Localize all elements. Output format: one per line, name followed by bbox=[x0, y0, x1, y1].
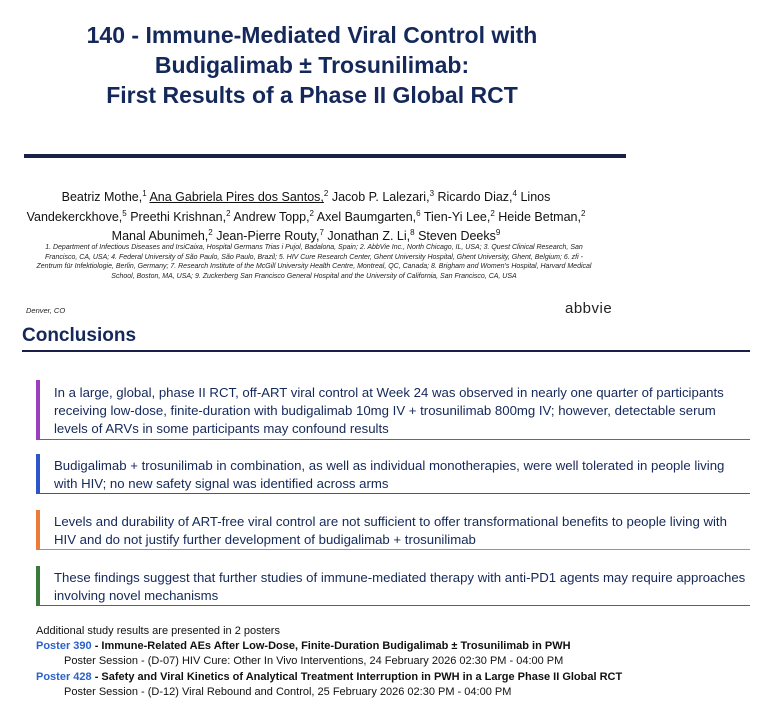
author bbox=[149, 190, 328, 204]
conclusion-text: Budigalimab + trosunilimab in combination, as well as individual monotherapies, were well tolerated in people living with HIV; no new safety signal was identified across arms bbox=[54, 458, 725, 491]
conclusion-text: These findings suggest that further studies of immune-mediated therapy with anti-PD1 agents may require approaches involving novel mechanisms bbox=[54, 570, 746, 603]
conclusion-text: In a large, global, phase II RCT, off-ART viral control at Week 24 was observed in nearly one quarter of participants receiving low-dose, finite-duration with budigalimab 10mg IV + trosunilimab 800mg IV; however, detectable serum levels of ARVs in some participants may confound results bbox=[54, 385, 724, 436]
author-affiliation-number: 1 bbox=[142, 189, 147, 198]
conclusion-item-1 bbox=[36, 380, 750, 440]
conclusion-item-3 bbox=[36, 510, 750, 550]
title-divider bbox=[24, 154, 626, 158]
poster-entry-390 bbox=[36, 639, 756, 654]
author-affiliation-number: 2 bbox=[490, 208, 495, 218]
conclusions-divider bbox=[22, 350, 750, 352]
author-affiliation-number: 2 bbox=[226, 208, 231, 218]
author-name: Preethi Krishnan, bbox=[130, 209, 227, 224]
conclusion-text: Levels and durability of ART-free viral control are not sufficient to offer transformational benefits to people living with HIV and do not justify further development of budigalimab + trosunilimab bbox=[54, 514, 727, 547]
author bbox=[438, 190, 517, 204]
poster-number-link[interactable]: Poster 390 bbox=[36, 640, 92, 653]
author-name: Jean-Pierre Routy, bbox=[216, 229, 320, 244]
poster-number-link[interactable]: Poster 428 bbox=[36, 670, 92, 683]
author-affiliation-number: 2 bbox=[323, 189, 329, 198]
author bbox=[62, 190, 147, 204]
author-name: Ana Gabriela Pires dos Santos, bbox=[149, 190, 324, 205]
author-affiliation-number: 2 bbox=[309, 208, 314, 218]
author bbox=[498, 210, 585, 224]
author bbox=[332, 190, 434, 204]
author-name: Steven Deeks bbox=[418, 229, 496, 244]
poster-title-text: - Immune-Related AEs After Low-Dose, Finite-Duration Budigalimab ± Trosunilimab in PWH bbox=[91, 640, 571, 653]
author bbox=[327, 229, 414, 243]
additional-posters bbox=[36, 624, 756, 700]
author-affiliation-number: 4 bbox=[512, 189, 517, 198]
author-affiliation-number: 9 bbox=[495, 228, 501, 238]
conclusions-heading: Conclusions bbox=[22, 325, 137, 346]
author bbox=[317, 210, 421, 224]
author-list bbox=[26, 186, 586, 245]
conclusion-item-4 bbox=[36, 566, 750, 606]
title-line-2: Budigalimab ± Trosunilimab: bbox=[154, 52, 470, 78]
author-affiliation-number: 8 bbox=[410, 228, 415, 238]
author-name: Jacob P. Lalezari, bbox=[331, 190, 430, 205]
affiliations: 1. Department of Infectious Diseases and IrsiCaixa, Hospital Germans Trias i Pujol, Badalona, Spain; 2. AbbVie Inc., North Chicago, IL, USA; 3. Quest Clinical Research, San Francisco, CA, USA; 4. Federal University of São Paulo, São Paulo, Brazil; 5. HIV Cure Research Center, Ghent University Hospital, Ghent University, Ghent, Belgium; 6. zfi - Zentrum für Infektiologie, Berlin, Germany; 7. Research Institute of the McGill University Health Centre, Montreal, QC, Canada; 8. Brigham and Women's Hospital, Harvard Medical School, Boston, MA, USA; 9. Zuckerberg San Francisco General Hospital and the University of California, San Francisco, CA, USA bbox=[36, 244, 592, 280]
poster-session: Poster Session - (D-12) Viral Rebound and Control, 25 February 2026 02:30 PM - 04:00 PM bbox=[64, 685, 512, 698]
poster-session: Poster Session - (D-07) HIV Cure: Other In Vivo Interventions, 24 February 2026 02:30 PM - 04:00 PM bbox=[64, 655, 564, 668]
title-line-3: First Results of a Phase II Global RCT bbox=[106, 82, 518, 108]
author-affiliation-number: 5 bbox=[122, 208, 127, 218]
author bbox=[418, 229, 500, 243]
author-name: Axel Baumgarten, bbox=[316, 209, 417, 224]
author-affiliation-number: 2 bbox=[208, 228, 213, 238]
author-name: Tien-Yi Lee, bbox=[423, 209, 491, 224]
author-name: Andrew Topp, bbox=[233, 209, 310, 224]
posters-intro: Additional study results are presented in 2 posters bbox=[36, 625, 280, 637]
poster-entry-428 bbox=[36, 670, 756, 685]
author-name: Heide Betman, bbox=[498, 209, 581, 224]
author bbox=[216, 229, 324, 243]
author-affiliation-number: 7 bbox=[319, 228, 324, 238]
author-affiliation-number: 2 bbox=[580, 208, 586, 218]
title-line-1: 140 - Immune-Mediated Viral Control with bbox=[86, 22, 538, 48]
author bbox=[130, 210, 230, 224]
author-name: Linos Vandekerckhove, bbox=[26, 190, 551, 224]
abbvie-logo: abbvie bbox=[565, 300, 613, 317]
author bbox=[112, 229, 213, 243]
author-name: Beatriz Mothe, bbox=[61, 190, 143, 205]
author-name: Ricardo Diaz, bbox=[437, 190, 513, 205]
author bbox=[424, 210, 495, 224]
conclusion-item-2 bbox=[36, 454, 750, 494]
author bbox=[233, 210, 314, 224]
poster-title bbox=[22, 20, 602, 110]
poster-title-text: - Safety and Viral Kinetics of Analytical Treatment Interruption in PWH in a Large Phase II Global RCT bbox=[91, 670, 623, 683]
author-name: Jonathan Z. Li, bbox=[327, 229, 411, 244]
location-label: Denver, CO bbox=[26, 306, 66, 315]
author-affiliation-number: 6 bbox=[416, 208, 421, 218]
author-name: Manal Abunimeh, bbox=[111, 229, 209, 244]
author-affiliation-number: 3 bbox=[429, 189, 435, 198]
